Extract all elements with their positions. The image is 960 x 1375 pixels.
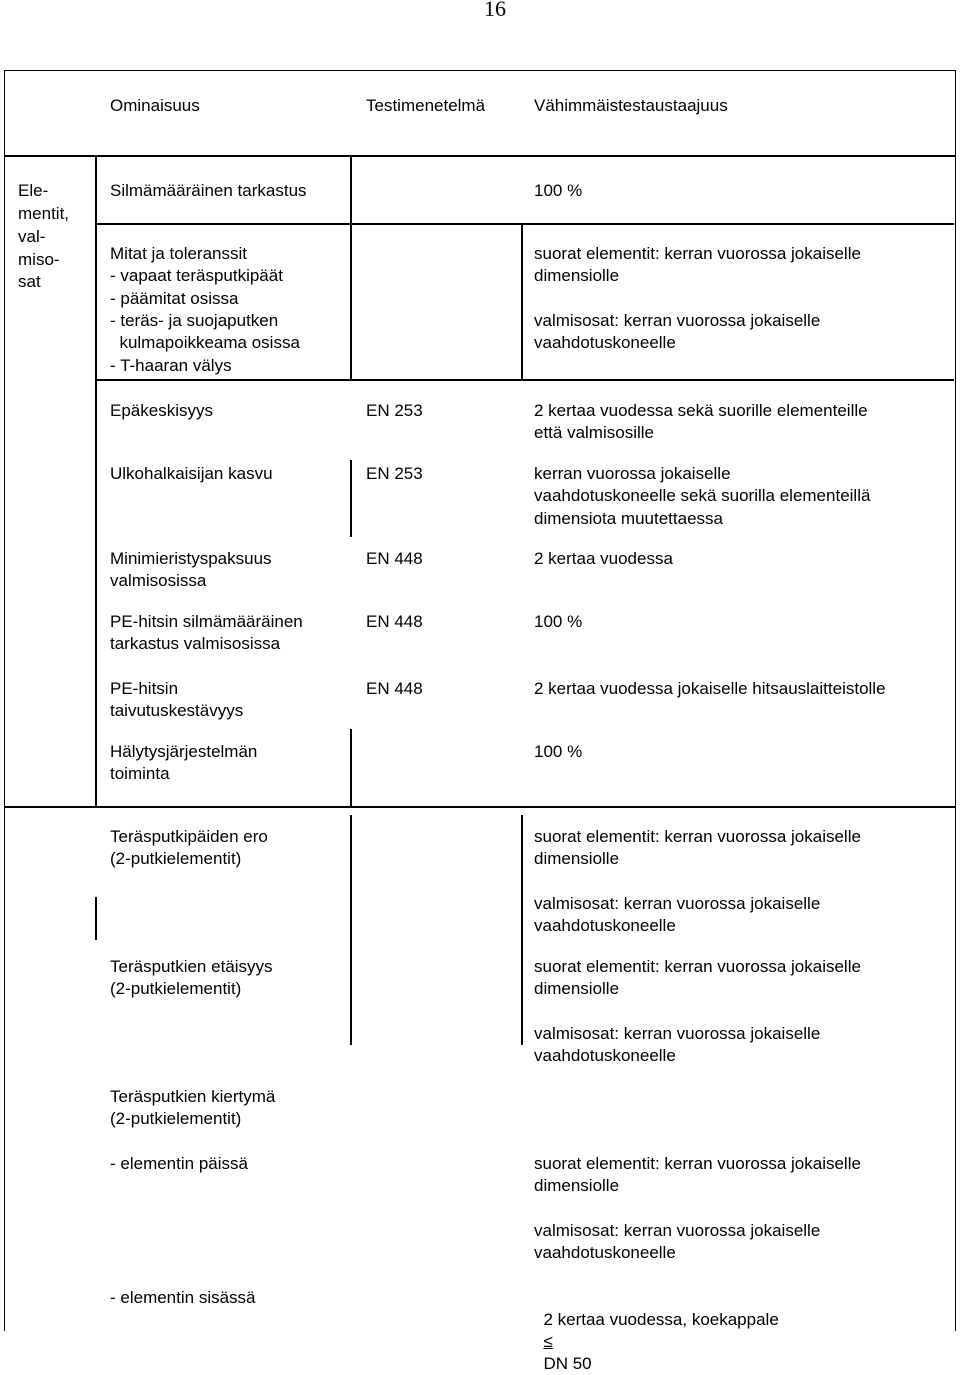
property-cell: - vapaat teräsputkipäät bbox=[110, 266, 283, 285]
column-divider bbox=[350, 155, 352, 380]
frequency-cell: dimensiolle bbox=[534, 266, 620, 285]
frequency-text: 2 kertaa vuodessa, koekappale bbox=[543, 1310, 779, 1329]
frequency-cell: kerran vuorossa jokaiselle bbox=[534, 464, 731, 483]
property-cell: - T-haaran välys bbox=[110, 356, 232, 375]
column-divider bbox=[521, 815, 523, 1045]
frequency-cell: 2 kertaa vuodessa bbox=[534, 549, 673, 568]
frequency-cell: dimensiolle bbox=[534, 849, 620, 868]
frequency-cell: dimensiota muutettaessa bbox=[534, 509, 723, 528]
frequency-cell: 100 % bbox=[534, 742, 583, 761]
group-label: sat bbox=[18, 272, 41, 291]
property-cell: PE-hitsin bbox=[110, 679, 179, 698]
property-cell: Ulkohalkaisijan kasvu bbox=[110, 464, 273, 483]
frequency-cell bbox=[534, 1287, 779, 1375]
column-divider bbox=[350, 460, 352, 537]
header-frequency: Vähimmäistestaustaajuus bbox=[534, 96, 728, 115]
group-label: val- bbox=[18, 227, 46, 246]
property-sub-cell: - elementin sisässä bbox=[110, 1288, 256, 1307]
property-cell: (2-putkielementit) bbox=[110, 979, 242, 998]
frequency-cell: 2 kertaa vuodessa jokaiselle hitsauslaitteistolle bbox=[534, 679, 886, 698]
column-divider bbox=[95, 897, 97, 940]
property-cell: Silmämääräinen tarkastus bbox=[110, 181, 307, 200]
row-divider bbox=[4, 155, 955, 157]
property-cell: kulmapoikkeama osissa bbox=[110, 333, 300, 352]
frequency-cell: valmisosat: kerran vuorossa jokaiselle bbox=[534, 1221, 821, 1240]
column-divider bbox=[350, 729, 352, 807]
property-cell: - päämitat osissa bbox=[110, 289, 239, 308]
frequency-cell: suorat elementit: kerran vuorossa jokaiselle bbox=[534, 244, 861, 263]
property-cell: Hälytysjärjestelmän bbox=[110, 742, 258, 761]
frequency-cell: vaahdotuskoneelle bbox=[534, 1046, 676, 1065]
group-label: miso- bbox=[18, 250, 60, 269]
frequency-cell: dimensiolle bbox=[534, 979, 620, 998]
frequency-cell: vaahdotuskoneelle bbox=[534, 916, 676, 935]
method-cell: EN 253 bbox=[366, 464, 423, 483]
property-cell: (2-putkielementit) bbox=[110, 1109, 242, 1128]
frequency-cell: että valmisosille bbox=[534, 423, 654, 442]
property-cell: Epäkeskisyys bbox=[110, 401, 213, 420]
method-cell: EN 448 bbox=[366, 549, 423, 568]
frequency-cell: suorat elementit: kerran vuorossa jokaiselle bbox=[534, 957, 861, 976]
method-cell: EN 253 bbox=[366, 401, 423, 420]
frequency-cell: vaahdotuskoneelle sekä suorilla elementeillä bbox=[534, 486, 871, 505]
column-divider bbox=[350, 815, 352, 1045]
column-divider bbox=[95, 460, 97, 537]
property-cell: Teräsputkipäiden ero bbox=[110, 827, 268, 846]
frequency-cell: valmisosat: kerran vuorossa jokaiselle bbox=[534, 1024, 821, 1043]
frequency-cell: suorat elementit: kerran vuorossa jokaiselle bbox=[534, 1154, 861, 1173]
row-divider bbox=[4, 806, 955, 808]
row-divider bbox=[96, 379, 954, 381]
page-number: 16 bbox=[484, 0, 506, 21]
property-sub-cell: - elementin päissä bbox=[110, 1154, 248, 1173]
frequency-cell: suorat elementit: kerran vuorossa jokaiselle bbox=[534, 827, 861, 846]
property-cell: (2-putkielementit) bbox=[110, 849, 242, 868]
frequency-cell: 2 kertaa vuodessa sekä suorille elementeille bbox=[534, 401, 868, 420]
property-cell: PE-hitsin silmämääräinen bbox=[110, 612, 303, 631]
header-method: Testimenetelmä bbox=[366, 96, 486, 115]
frequency-cell: valmisosat: kerran vuorossa jokaiselle bbox=[534, 311, 821, 330]
property-cell: taivutuskestävyys bbox=[110, 701, 244, 720]
property-cell: Teräsputkien etäisyys bbox=[110, 957, 273, 976]
frequency-cell: vaahdotuskoneelle bbox=[534, 1243, 676, 1262]
frequency-cell: 100 % bbox=[534, 181, 583, 200]
property-cell: Mitat ja toleranssit bbox=[110, 244, 247, 263]
property-cell: tarkastus valmisosissa bbox=[110, 634, 281, 653]
property-cell: valmisosissa bbox=[110, 571, 207, 590]
frequency-cell: 100 % bbox=[534, 612, 583, 631]
frequency-text: DN 50 bbox=[543, 1354, 592, 1373]
property-cell: toiminta bbox=[110, 764, 170, 783]
method-cell: EN 448 bbox=[366, 612, 423, 631]
group-label: mentit, bbox=[18, 204, 70, 223]
property-cell: Teräsputkien kiertymä bbox=[110, 1087, 276, 1106]
column-divider bbox=[521, 223, 523, 380]
property-cell: - teräs- ja suojaputken bbox=[110, 311, 279, 330]
header-property: Ominaisuus bbox=[110, 96, 200, 115]
group-label: Ele- bbox=[18, 181, 49, 200]
method-cell: EN 448 bbox=[366, 679, 423, 698]
frequency-cell: vaahdotuskoneelle bbox=[534, 333, 676, 352]
less-equal-symbol: ≤ bbox=[543, 1332, 553, 1351]
frequency-cell: dimensiolle bbox=[534, 1176, 620, 1195]
property-cell: Minimieristyspaksuus bbox=[110, 549, 272, 568]
frequency-cell: valmisosat: kerran vuorossa jokaiselle bbox=[534, 894, 821, 913]
row-divider bbox=[96, 223, 954, 225]
